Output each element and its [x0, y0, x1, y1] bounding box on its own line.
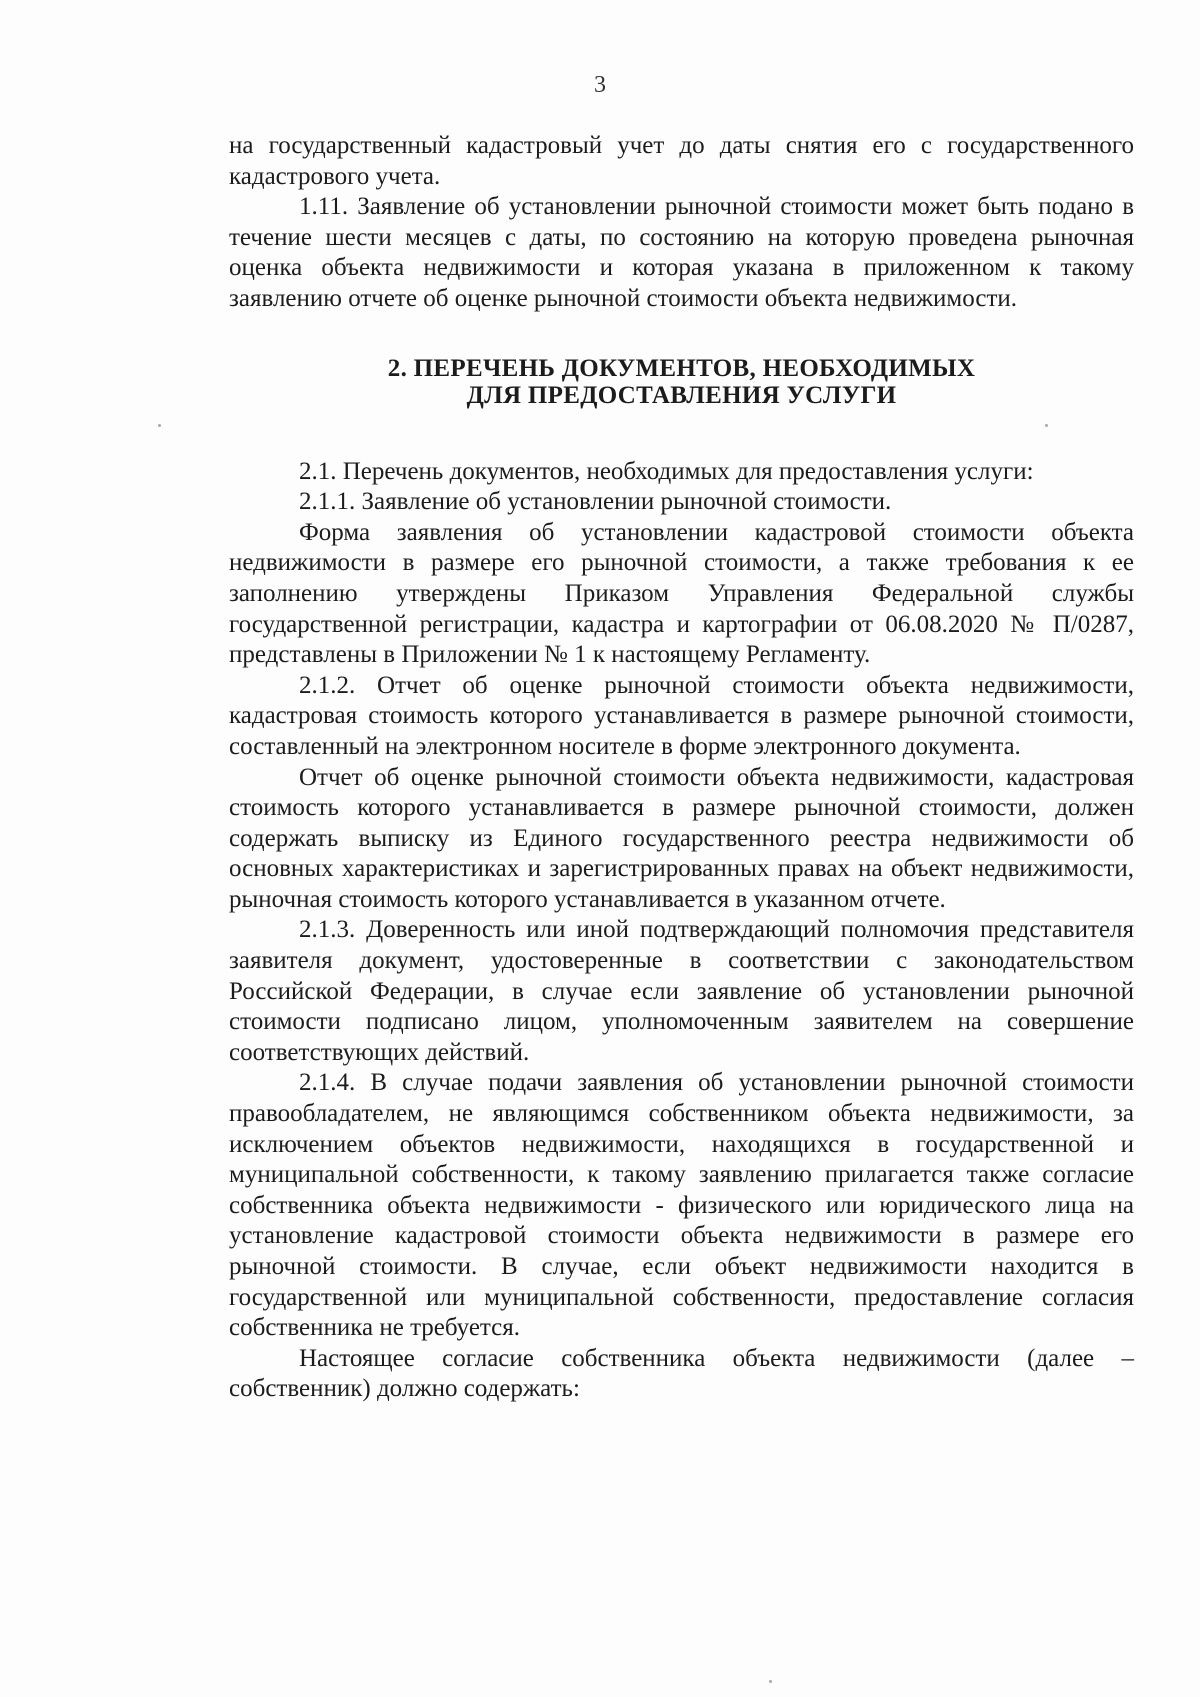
scan-speck [769, 1680, 772, 1683]
section-heading-line-1: 2. ПЕРЕЧЕНЬ ДОКУМЕНТОВ, НЕОБХОДИМЫХ [387, 354, 976, 382]
section-heading [229, 355, 1134, 409]
section-heading-line-2: ДЛЯ ПРЕДОСТАВЛЕНИЯ УСЛУГИ [466, 381, 897, 409]
paragraph-2-1: 2.1. Перечень документов, необходимых для предоставления услуги: [299, 457, 1034, 485]
paragraph-2-1-3: 2.1.3. Доверенность или иной подтверждающий полномочия представителя заявителя документ, удостоверенные в соответствии с законодательством Российской Федерации, в случае если заявление об установлении рыночной стоимости подписано лицом, уполномоченным заявителем на совершение соответствующих действий. [229, 916, 1134, 1066]
paragraph-2-1-4: 2.1.4. В случае подачи заявления об установлении рыночной стоимости правообладателем, не являющимся собственником объекта недвижимости, за исключением объектов недвижимости, находящихся в государственной и муниципальной собственности, к такому заявлению прилагается также согласие собственника объекта недвижимости - физического или юридического лица на установление кадастровой стоимости объекта недвижимости в размере его рыночной стоимости. В случае, если объект недвижимости находится в государственной или муниципальной собственности, предоставление согласия собственника не требуется. [229, 1069, 1134, 1342]
paragraph-owner-consent: Настоящее согласие собственника объекта недвижимости (далее – собственник) должно содержать: [229, 1344, 1134, 1403]
scan-speck [1045, 424, 1048, 427]
paragraph-2-1-1: 2.1.1. Заявление об установлении рыночной стоимости. [299, 488, 892, 516]
paragraph-report-contents: Отчет об оценке рыночной стоимости объекта недвижимости, кадастровая стоимость которого устанавливается в размере рыночной стоимости, должен содержать выписку из Единого государственного реестра недвижимости об основных характеристиках и зарегистрированных правах на объект недвижимости, рыночная стоимость которого устанавливается в указанном отчете. [229, 763, 1134, 913]
scan-speck [158, 424, 161, 427]
document-body [229, 131, 1134, 1405]
paragraph-form-description: Форма заявления об установлении кадастровой стоимости объекта недвижимости в размере его рыночной стоимости, а также требования к ее заполнению утверждены Приказом Управления Федеральной службы государственной регистрации, кадастра и картографии от 06.08.2020 № П/0287, представлены в Приложении № 1 к настоящему Регламенту. [229, 518, 1134, 669]
page-number: 3 [594, 72, 606, 98]
paragraph-continuation: на государственный кадастровый учет до даты снятия его с государственного кадастрового учета. [229, 132, 1134, 190]
paragraph-2-1-2: 2.1.2. Отчет об оценке рыночной стоимости объекта недвижимости, кадастровая стоимость которого устанавливается в размере рыночной стоимости, составленный на электронном носителе в форме электронного документа. [229, 671, 1134, 760]
paragraph-1-11: 1.11. Заявление об установлении рыночной стоимости может быть подано в течение шести месяцев с даты, по состоянию на которую проведена рыночная оценка объекта недвижимости и которая указана в приложенном к такому заявлению отчете об оценке рыночной стоимости объекта недвижимости. [229, 193, 1134, 312]
